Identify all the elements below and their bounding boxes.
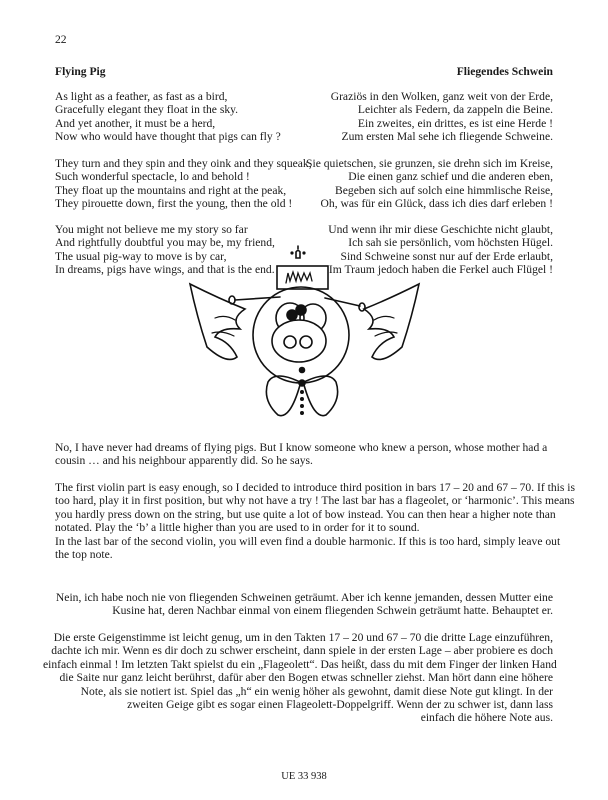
text-line: Such wonderful spectacle, lo and behold !: [55, 170, 250, 184]
text-line: Die erste Geigenstimme ist leicht genug, um in den Takten 17 – 20 und 67 – 70 die dritte Lage einzuführen,: [53, 631, 553, 644]
text-line: Und wenn ihr mir diese Geschichte nicht glaubt,: [328, 223, 553, 236]
text-line: As light as a feather, as fast as a bird,: [55, 90, 228, 103]
page-number: 22: [55, 33, 67, 46]
text-line: Kusine hat, deren Nachbar einmal von einem fliegenden Schwein geträumt hatte. Behauptet er.: [112, 604, 553, 618]
text-line: too hard, play it in first position, but why not have a try ! The last bar has a flageolet, or ‘harmonic’. This means: [55, 494, 575, 508]
text-line: In dreams, pigs have wings, and that is the end.: [55, 263, 275, 277]
text-line: Ein zweites, ein drittes, es ist eine Herde !: [357, 116, 553, 130]
text-line: notated. Play the ‘b’ a little higher than you are used to in order for it to sound.: [55, 521, 420, 535]
stanza: [306, 157, 553, 211]
left-wing: [190, 284, 245, 359]
text-line: Gracefully elegant they float in the sky.: [55, 103, 239, 117]
text-line: Now who would have thought that pigs can fly ?: [55, 130, 281, 144]
text-line: Ich sah sie persönlich, vom höchsten Hügel.: [348, 236, 553, 250]
text-line: You might not believe me my story so far: [55, 223, 248, 236]
text-line: Nein, ich habe noch nie von fliegenden Schweinen geträumt. Aber ich kenne jemanden, dessen Mutter eine: [55, 591, 553, 604]
paragraph: [55, 441, 555, 468]
english-title: Flying Pig: [55, 65, 106, 78]
stanza: [331, 90, 553, 144]
text-line: Zum ersten Mal sehe ich fliegende Schweine.: [341, 130, 553, 144]
text-line: cousin … and his neighbour apparently did. So he says.: [55, 454, 313, 468]
text-line: Sind Schweine sonst nur auf der Erde erlaubt,: [340, 249, 553, 263]
text-line: They float up the mountains and right at the peak,: [55, 183, 287, 197]
text-line: In the last bar of the second violin, you will even find a double harmonic. If this is too hard, simply leave out: [55, 534, 561, 548]
right-wing: [364, 284, 419, 359]
text-line: Die einen ganz schief und die anderen eben,: [348, 170, 553, 184]
text-line: Begeben sich auf solch eine himmlische Reise,: [335, 183, 553, 197]
text-line: Leichter als Federn, da zappeln die Beine.: [357, 103, 553, 117]
candle-icon: [291, 246, 305, 258]
bow-tie: [266, 376, 337, 416]
text-line: And yet another, it must be a herd,: [55, 116, 216, 130]
stanza: [55, 90, 281, 144]
text-line: They turn and they spin and they oink and they squeak,: [55, 157, 312, 170]
text-line: The usual pig-way to move is by car,: [55, 249, 227, 263]
text-line: die Saite nur ganz leicht berührst, dafür aber den Bogen etwas schneller ziehst. Man hört dann eine höhere: [59, 671, 553, 685]
text-line: Graziös in den Wolken, ganz weit von der Erde,: [330, 90, 553, 103]
text-line: Oh, was für ein Glück, dass ich dies darf erleben !: [320, 197, 553, 211]
text-line: Im Traum jedoch haben die Ferkel auch Flügel !: [328, 263, 553, 277]
text-line: They pirouette down, first the young, then the old !: [55, 197, 293, 211]
german-title: Fliegendes Schwein: [456, 65, 553, 78]
stanza: [55, 157, 312, 211]
catalog-number: UE 33 938: [281, 771, 327, 782]
text-line: Sie quietschen, sie grunzen, sie drehn sich im Kreise,: [306, 157, 553, 170]
text-line: dachte ich mir. Wenn es dir doch zu schwer erscheint, dann spiele in der ersten Lage – aber probiere es doch: [51, 644, 553, 658]
flying-pig-illustration: [180, 240, 430, 430]
text-line: zweiten Geige gibt es sogar einen Flageolett-Doppelgriff. Wenn der zu schwer ist, dann lass: [127, 698, 553, 712]
text-line: No, I have never had dreams of flying pigs. But I know someone who knew a person, whose mother had a: [55, 441, 548, 454]
text-line: the top note.: [55, 548, 113, 562]
text-line: you hardly press down on the string, but use quite a lot of bow instead. You can then hear a higher note than: [55, 507, 556, 521]
text-line: einfach einmal ! Im letzten Takt spielst du ein „Flageolett“. Das heißt, dass du mit dem Finger der linken Hand: [43, 657, 557, 671]
text-line: Note, als sie notiert ist. Spiel das „h“ ein wenig höher als gewohnt, damit diese Note gut klingt. In der: [80, 684, 553, 698]
text-line: einfach die höhere Note aus.: [420, 711, 553, 725]
text-line: And rightfully doubtful you may be, my friend,: [55, 236, 275, 250]
paragraph: [43, 631, 557, 725]
pig-snout: [272, 320, 326, 362]
text-line: The first violin part is easy enough, so I decided to introduce third position in bars 17 – 20 and 67 – 70. If this is: [55, 481, 576, 494]
paragraph: [43, 591, 553, 618]
paragraph: [55, 481, 576, 562]
